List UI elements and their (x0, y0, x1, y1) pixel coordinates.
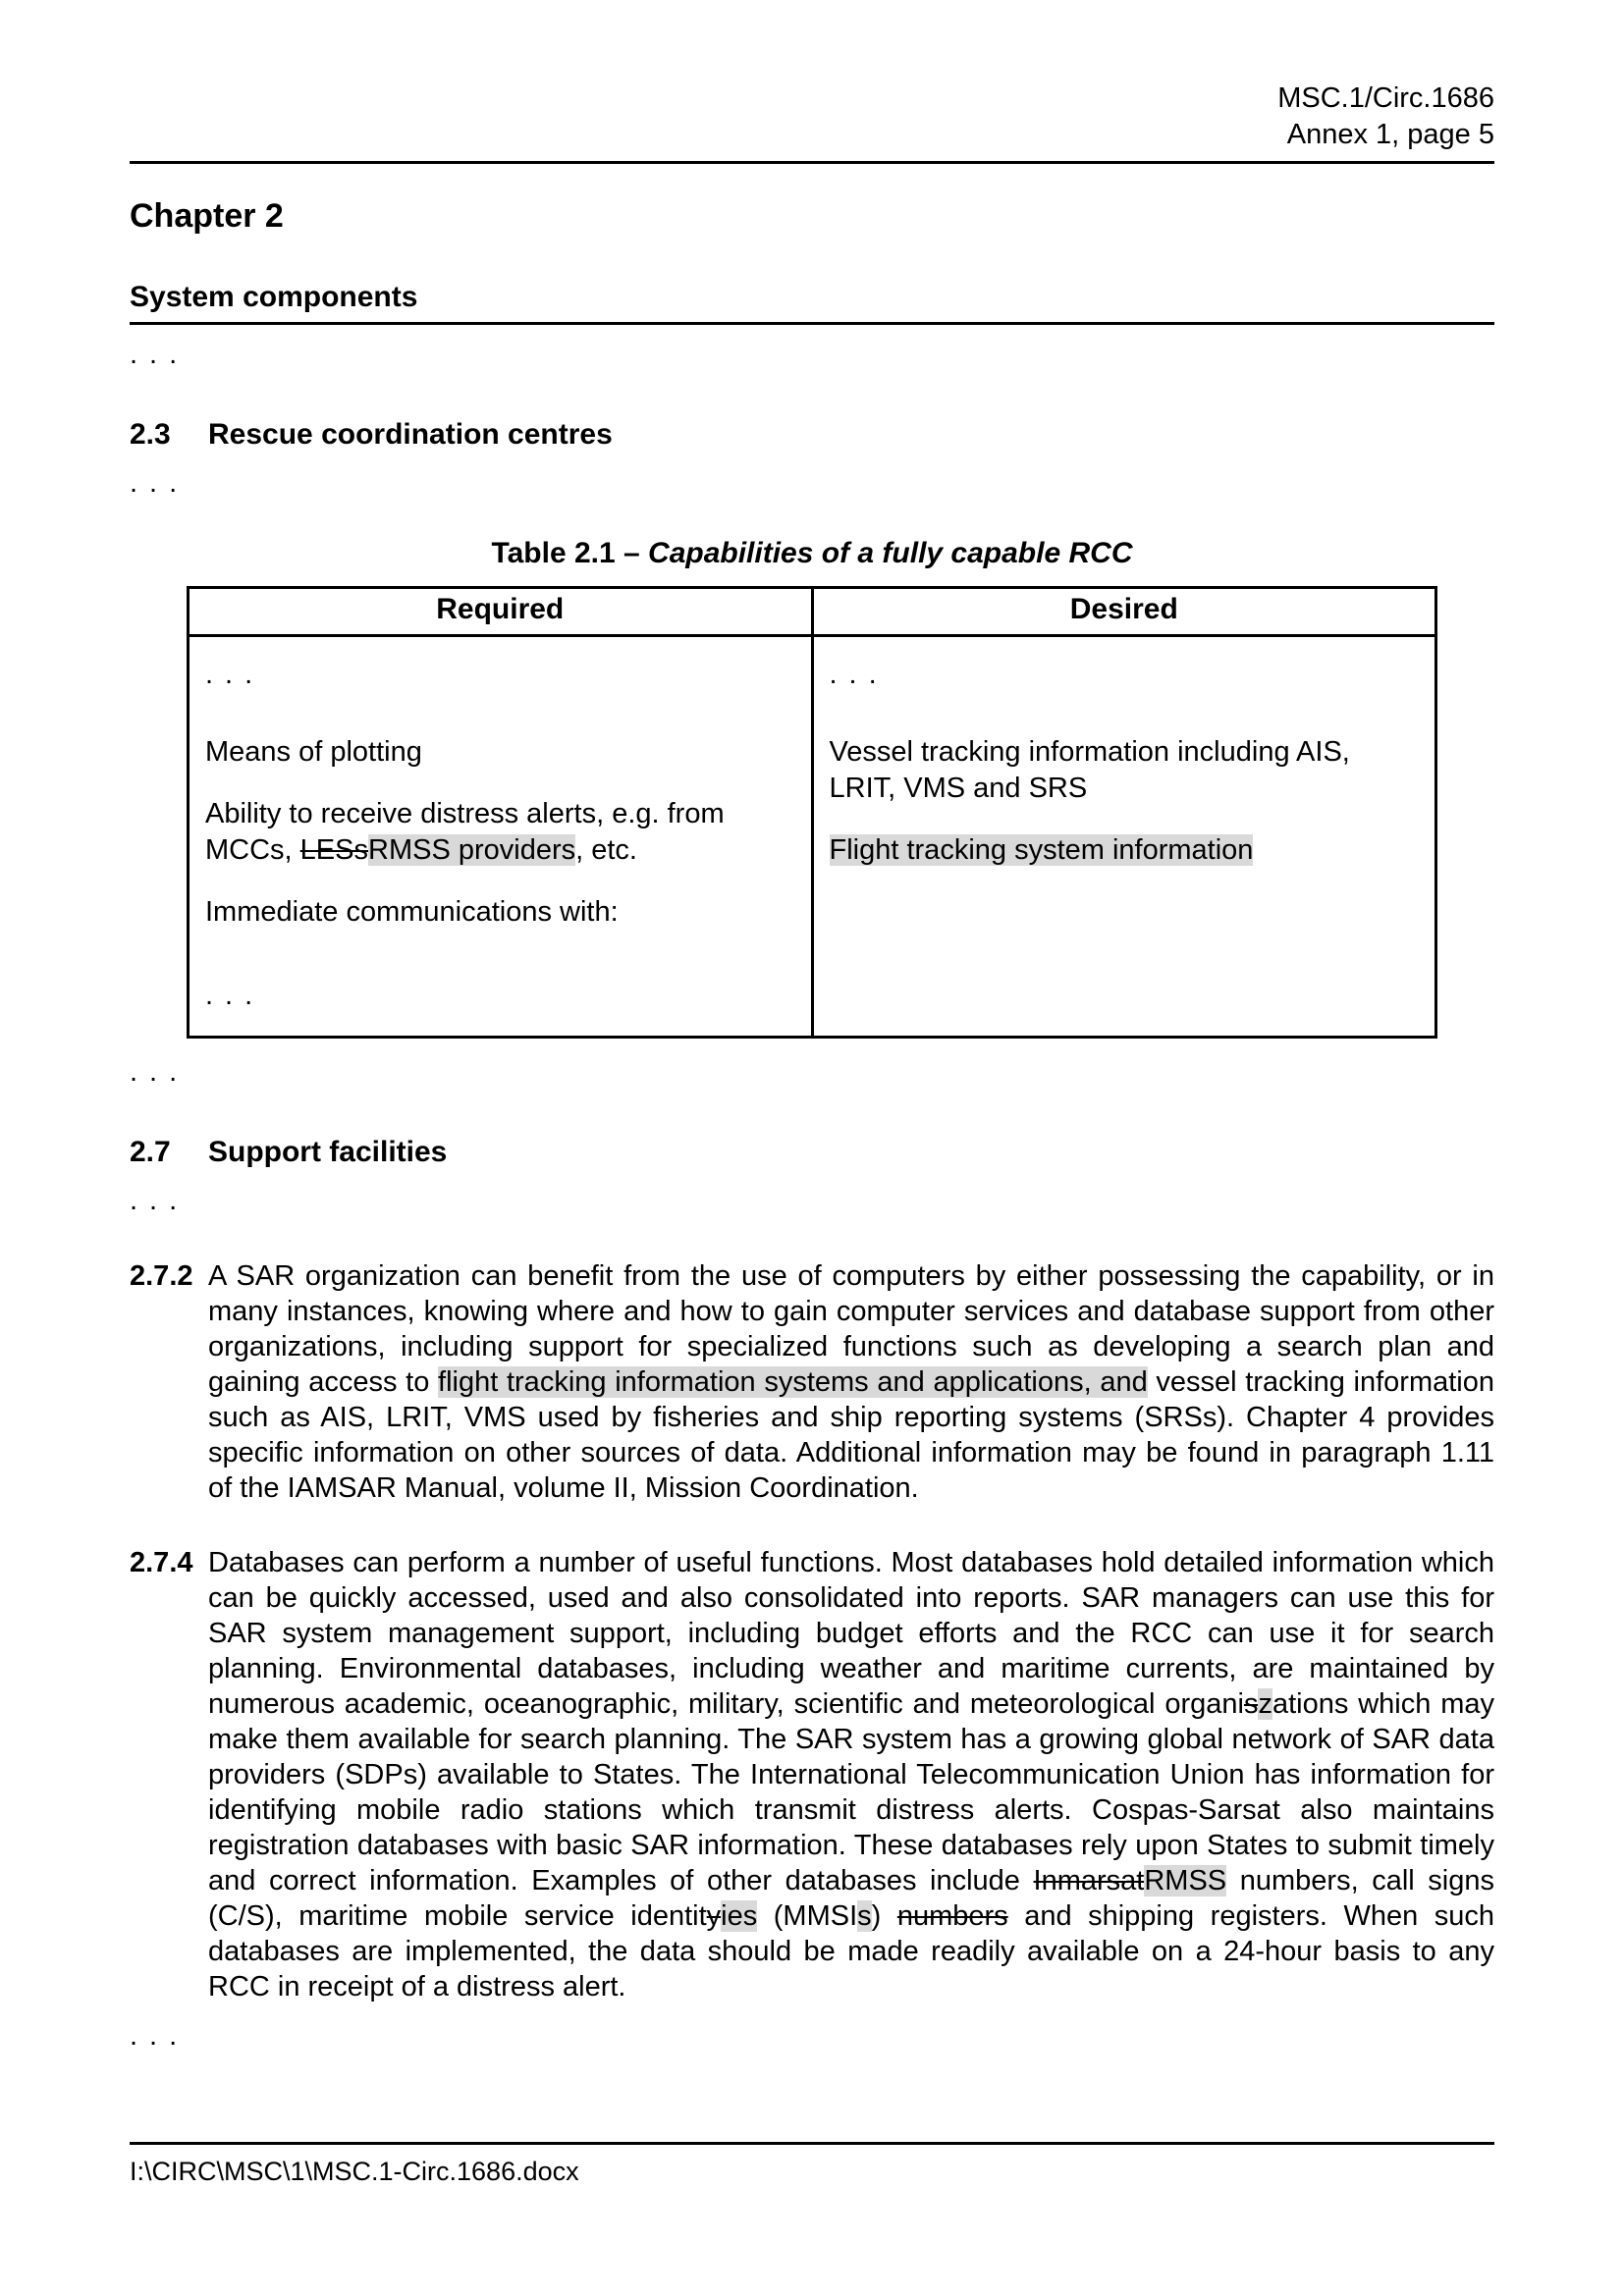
ellipsis-marker: ... (205, 980, 265, 1011)
header-rule (130, 161, 1494, 164)
deleted-text: Inmarsat (1033, 1865, 1145, 1896)
inserted-text: RMSS providers (368, 834, 576, 866)
required-cell (189, 636, 813, 1038)
section-title: Rescue coordination centres (208, 418, 613, 451)
required-item-plotting: Means of plotting (205, 736, 422, 768)
section-2-3-heading (130, 416, 1494, 454)
section-number: 2.3 (130, 418, 171, 451)
ellipsis-marker: ... (130, 339, 189, 370)
doc-reference: MSC.1/Circ.1686 (1277, 82, 1494, 114)
inserted-text: Flight tracking system information (829, 834, 1254, 866)
ellipsis-marker: ... (130, 1056, 189, 1088)
section-number: 2.7 (130, 1136, 171, 1168)
table-caption (130, 535, 1494, 572)
desired-cell (812, 636, 1436, 1038)
chapter-subtitle: System components (130, 281, 1494, 325)
ellipsis-marker: ... (130, 2020, 189, 2052)
table-2-1 (187, 586, 1437, 1039)
paragraph-2-7-2 (130, 1258, 1494, 1506)
column-header-required: Required (189, 588, 813, 636)
table-body-row (189, 636, 1436, 1038)
paragraph-text: A SAR organization can benefit from the use of computers by either possessing the capability, or in many instances, knowing where and how to gain computer services and database support from other organizations, including support for specialized functions such as developing a search plan and gaining access to flight tracking information systems and applications, and vessel tracking information such as AIS, LRIT, VMS used by fisheries and ship reporting systems (SRSs). Chapter 4 provides specific information on other sources of data. Additional information may be found in paragraph 1.11 of the IAMSAR Manual, volume II, Mission Coordination. (208, 1260, 1494, 1504)
paragraph-number: 2.7.4 (130, 1547, 193, 1578)
inserted-text: RMSS (1144, 1865, 1227, 1896)
section-2-7-heading (130, 1134, 1494, 1171)
table-caption-title: Capabilities of a fully capable RCC (648, 537, 1133, 569)
paragraph-2-7-4 (130, 1545, 1494, 2004)
chapter-title: Chapter 2 (130, 197, 284, 235)
required-item-alerts: Ability to receive distress alerts, e.g. from MCCs, LESsRMSS providers, etc. (205, 798, 725, 866)
annex-page-number: Annex 1, page 5 (1286, 119, 1494, 150)
deleted-text: s (1243, 1688, 1259, 1720)
paragraph-number: 2.7.2 (130, 1260, 193, 1292)
ellipsis-marker: ... (205, 659, 265, 690)
section-title: Support facilities (208, 1136, 448, 1168)
ellipsis-marker: ... (130, 1185, 189, 1216)
inserted-text: z (1258, 1688, 1272, 1720)
page-footer (130, 2142, 1494, 2187)
deleted-text: LESs (299, 834, 368, 866)
table-header-row (189, 588, 1436, 636)
inserted-text: ies (721, 1900, 758, 1932)
column-header-desired: Desired (812, 588, 1436, 636)
table-caption-number: Table 2.1 – (491, 537, 649, 569)
page-header (130, 0, 1494, 153)
inserted-text: flight tracking information systems and applications, and (438, 1366, 1148, 1398)
ellipsis-marker: ... (130, 467, 189, 499)
required-item-communications: Immediate communications with: (205, 896, 619, 928)
desired-item-flight-tracking (830, 832, 1420, 869)
paragraph-text: Databases can perform a number of useful functions. Most databases hold detailed information which can be quickly accessed, used and also consolidated into reports. SAR managers can use this for SAR system management support, including budget efforts and the RCC can use it for search planning. Environmental databases, including weather and maritime currents, are maintained by numerous academic, oceanographic, military, scientific and meteorological organiszations which may make them available for search planning. The SAR system has a growing global network of SAR data providers (SDPs) available to States. The International Telecommunication Union has information for identifying mobile radio stations which transmit distress alerts. Cospas-Sarsat also maintains registration databases with basic SAR information. These databases rely upon States to submit timely and correct information. Examples of other databases include InmarsatRMSS numbers, call signs (C/S), maritime mobile service identityies (MMSIs) numbers and shipping registers. When such databases are implemented, the data should be made readily available on a 24-hour basis to any RCC in receipt of a distress alert. (208, 1547, 1494, 2002)
file-path: I:\CIRC\MSC\1\MSC.1-Circ.1686.docx (130, 2157, 579, 2186)
deleted-text: numbers (896, 1900, 1008, 1932)
deleted-text: y (706, 1900, 722, 1932)
inserted-text: s (857, 1900, 872, 1932)
ellipsis-marker: ... (829, 659, 889, 690)
desired-item-vessel-tracking: Vessel tracking information including AIS, LRIT, VMS and SRS (829, 736, 1350, 804)
